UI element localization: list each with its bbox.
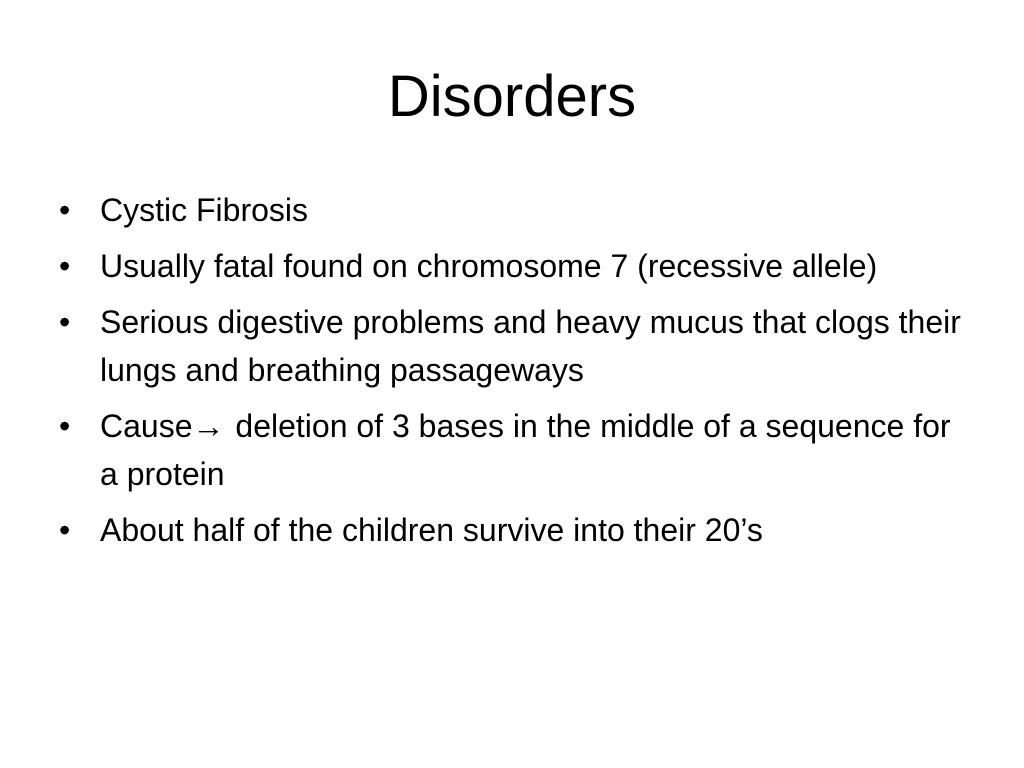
bullet-text: About half of the children survive into their 20’s <box>100 512 763 548</box>
bullet-icon: • <box>59 192 71 228</box>
bullet-item-cause <box>56 402 976 498</box>
bullet-item-survival <box>56 506 976 554</box>
bullet-icon: • <box>59 304 71 340</box>
bullet-text: Serious digestive problems and heavy mucus that clogs their lungs and breathing passageways <box>100 304 961 388</box>
bullet-text: Cystic Fibrosis <box>100 192 309 228</box>
right-arrow-icon: → <box>192 408 225 444</box>
bullet-icon: • <box>59 248 71 284</box>
bullet-text-lead: Cause <box>100 408 193 444</box>
bullet-text: Usually fatal found on chromosome 7 (recessive allele) <box>100 248 878 284</box>
bullet-item-chromosome <box>56 242 976 290</box>
bullet-icon: • <box>59 512 71 548</box>
bullet-item-cystic-fibrosis <box>56 186 976 234</box>
slide-title: Disorders <box>387 64 637 129</box>
bullet-item-symptoms <box>56 298 976 394</box>
bullet-icon: • <box>59 408 71 444</box>
bullet-list <box>56 186 976 562</box>
bullet-text-rest: deletion of 3 bases in the middle of a sequence for a protein <box>100 408 951 492</box>
